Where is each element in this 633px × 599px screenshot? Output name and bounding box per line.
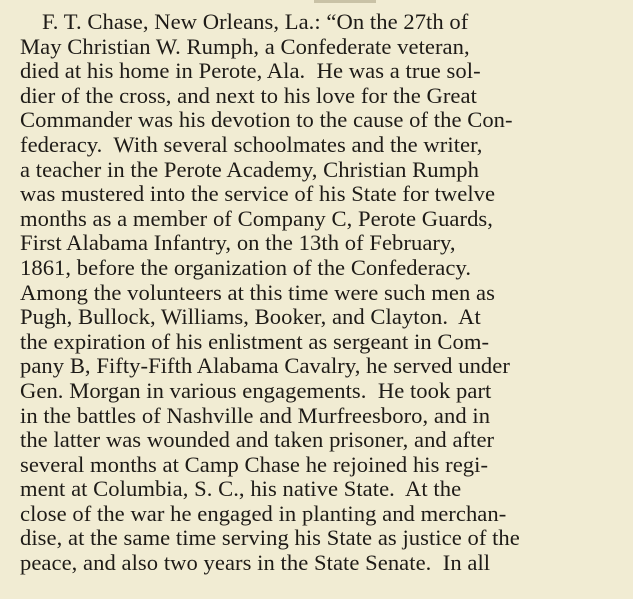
text-line-1: F. T. Chase, New Orleans, La.: “On the 27th of [42, 9, 469, 34]
text-line-22: dise, at the same time serving his State as justice of the [20, 525, 520, 551]
text-line-6: federacy. With several schoolmates and the writer, [20, 131, 483, 157]
text-line-18: the latter was wounded and taken prisoner, and after [20, 427, 495, 453]
page-edge-mark [314, 0, 376, 3]
text-line-20: ment at Columbia, S. C., his native State. At the [20, 476, 462, 502]
text-line-17: in the battles of Nashville and Murfreesboro, and in [20, 402, 491, 428]
text-line-5: Commander was his devotion to the cause of the Con- [20, 107, 513, 133]
obituary-paragraph [20, 10, 633, 576]
text-line-3: died at his home in Perote, Ala. He was a true sol- [20, 58, 481, 84]
text-line-12: Among the volunteers at this time were such men as [20, 279, 495, 305]
text-line-9: months as a member of Company C, Perote Guards, [20, 205, 493, 231]
text-line-10: First Alabama Infantry, on the 13th of February, [20, 230, 456, 256]
text-line-2: May Christian W. Rumph, a Confederate veteran, [20, 33, 470, 59]
text-line-7: a teacher in the Perote Academy, Christian Rumph [20, 156, 479, 182]
text-line-15: pany B, Fifty-Fifth Alabama Cavalry, he served under [20, 353, 510, 379]
text-line-23: peace, and also two years in the State Senate. In all [20, 550, 491, 576]
text-line-16: Gen. Morgan in various engagements. He took part [20, 377, 492, 403]
text-line-21: close of the war he engaged in planting and merchan- [20, 500, 507, 526]
text-line-14: the expiration of his enlistment as sergeant in Com- [20, 328, 490, 354]
text-line-19: several months at Camp Chase he rejoined his regi- [20, 451, 489, 477]
text-line-13: Pugh, Bullock, Williams, Booker, and Clayton. At [20, 304, 481, 330]
text-line-4: dier of the cross, and next to his love for the Great [20, 82, 477, 108]
text-line-11: 1861, before the organization of the Confederacy. [20, 254, 472, 280]
text-line-8: was mustered into the service of his State for twelve [20, 181, 496, 207]
